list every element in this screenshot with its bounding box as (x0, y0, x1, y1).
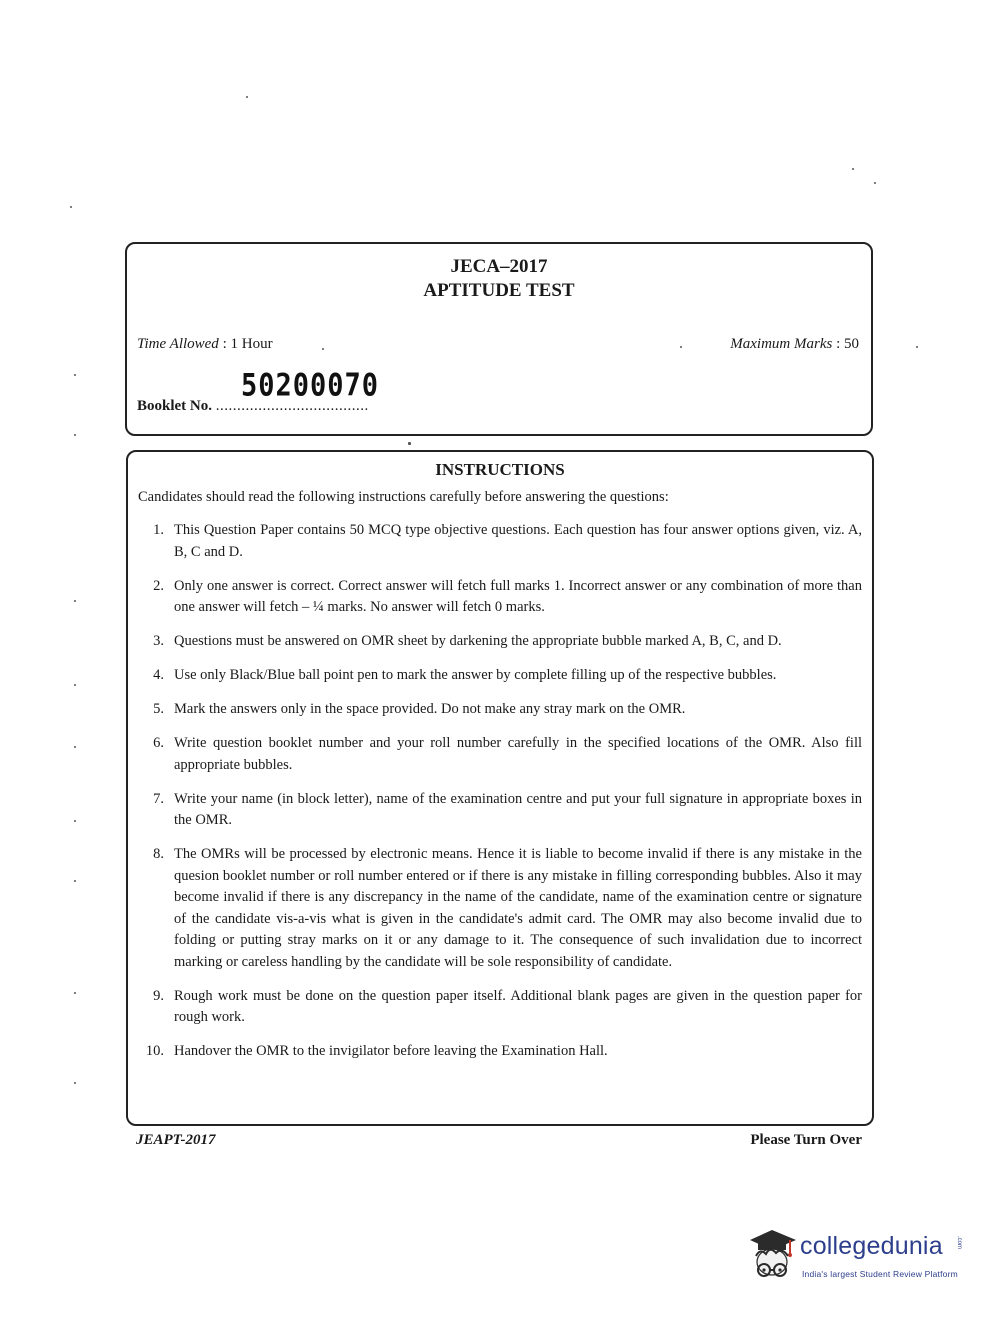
scan-speck (916, 346, 918, 348)
exam-name: JECA–2017 (450, 256, 548, 277)
maximum-marks (730, 336, 859, 353)
list-item (138, 520, 862, 563)
item-number: 2. (153, 577, 164, 594)
item-text: This Question Paper contains 50 MCQ type objective questions. Each question has four answer options given, viz. A, B, C and D. (174, 522, 862, 560)
item-text: Questions must be answered on OMR sheet by darkening the appropriate bubble marked A, B, C, and D. (174, 633, 782, 649)
list-item (138, 844, 862, 973)
time-allowed-value: : 1 Hour (222, 336, 273, 352)
list-item (138, 576, 862, 619)
booklet-number-field (137, 398, 369, 415)
item-number: 3. (153, 633, 164, 649)
instruction-list (138, 520, 862, 1075)
booklet-number-dotted-line: .................................... (215, 398, 369, 414)
collegedunia-watermark (742, 1226, 972, 1290)
scan-speck (74, 992, 76, 994)
list-item (138, 699, 862, 721)
item-number: 7. (153, 790, 164, 807)
item-text: Handover the OMR to the invigilator before leaving the Examination Hall. (174, 1043, 608, 1059)
collegedunia-brand: collegedunia (800, 1232, 943, 1260)
scan-speck (74, 434, 76, 436)
scan-speck (74, 746, 76, 748)
item-text: Rough work must be done on the question paper itself. Additional blank pages are given in the question paper for rough work. (174, 987, 862, 1025)
item-text: Mark the answers only in the space provided. Do not make any stray mark on the OMR. (174, 701, 686, 717)
maximum-marks-value: : 50 (836, 336, 859, 352)
item-text: Use only Black/Blue ball point pen to mark the answer by complete filling up of the respective bubbles. (174, 667, 777, 683)
list-item (138, 631, 862, 653)
time-allowed (137, 336, 273, 353)
instructions-box (126, 450, 874, 1126)
scan-speck (74, 820, 76, 822)
booklet-number-label: Booklet No. (137, 398, 212, 414)
instructions-intro: Candidates should read the following instructions carefully before answering the questions: (138, 489, 669, 505)
list-item (138, 733, 862, 776)
item-number: 4. (153, 667, 164, 683)
scan-speck (874, 182, 876, 184)
instructions-heading: INSTRUCTIONS (435, 460, 565, 479)
scan-speck (74, 1082, 76, 1084)
item-number: 6. (153, 735, 164, 751)
maximum-marks-label: Maximum Marks (730, 336, 833, 352)
booklet-number-stamp: 50200070 (241, 368, 380, 404)
collegedunia-domain-suffix: .com (956, 1236, 962, 1250)
collegedunia-mascot-icon (742, 1226, 798, 1290)
time-allowed-label: Time Allowed (137, 336, 219, 352)
item-number: 9. (153, 987, 164, 1004)
paper-title: APTITUDE TEST (423, 280, 575, 301)
scan-speck (70, 206, 72, 208)
item-text: Only one answer is correct. Correct answer will fetch full marks 1. Incorrect answer or any combination of more than one answer will fetch – ¼ marks. No answer will fetch 0 marks. (174, 577, 862, 615)
item-text: The OMRs will be processed by electronic means. Hence it is liable to become invalid if there is any mistake in the quesion booklet number or roll number entered or if there is any mistake in filling corresponding bubbles. Also it may become invalid if there is any discrepancy in the name of the candidate, name of the examination centre or signature of the candidate vis-a-vis what is given in the candidate's admit card. The OMR may also become invalid due to folding or putting stray marks on it or any damage to it. The consequence of such invalidation due to incorrect marking or careless handling by the candidate will be sole responsibility of candidate. (174, 846, 862, 970)
scan-speck (246, 96, 248, 98)
list-item (138, 789, 862, 832)
scan-speck (74, 684, 76, 686)
paper-code: JEAPT-2017 (136, 1132, 216, 1148)
item-text: Write question booklet number and your roll number carefully in the specified locations of the OMR. Also fill appropriate bubbles. (174, 735, 862, 773)
item-number: 5. (153, 701, 164, 717)
list-item (138, 986, 862, 1029)
please-turn-over: Please Turn Over (750, 1132, 862, 1148)
list-item (138, 665, 862, 687)
scan-speck (74, 374, 76, 376)
scan-speck (74, 600, 76, 602)
exam-header-box (125, 242, 873, 436)
scan-speck (408, 442, 411, 445)
scan-speck (74, 880, 76, 882)
item-number: 1. (153, 522, 164, 538)
item-number: 10. (145, 1043, 164, 1059)
item-text: Write your name (in block letter), name of the examination centre and put your full signature in appropriate boxes in the OMR. (174, 790, 862, 828)
collegedunia-tagline: India's largest Student Review Platform (802, 1269, 958, 1279)
scan-speck (852, 168, 854, 170)
list-item (138, 1041, 862, 1063)
item-number: 8. (153, 846, 164, 862)
